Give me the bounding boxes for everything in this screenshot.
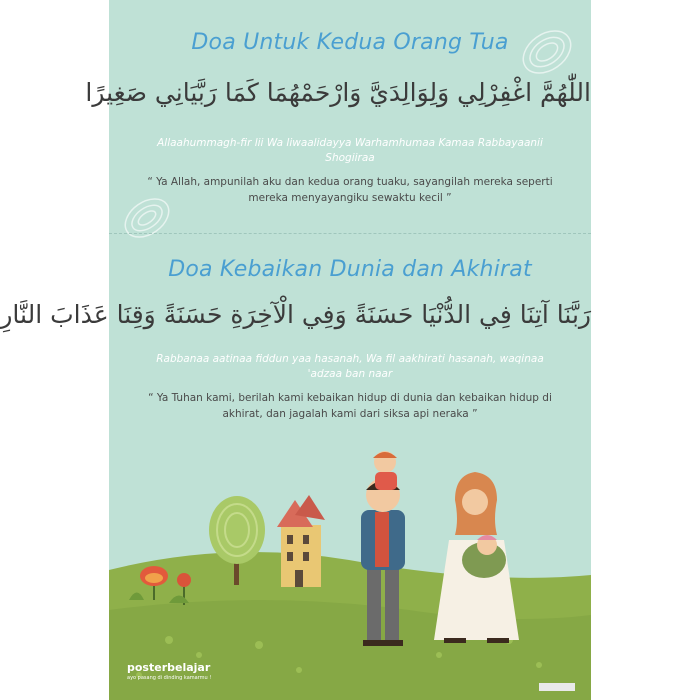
section2-meaning: “ Ya Tuhan kami, berilah kami kebaikan hidup di dunia dan kebaikan hidup di akhirat, dan jagalah kami dari siksa api neraka ” <box>148 392 552 420</box>
section1-transliteration: Allaahummagh-fir lii Wa liwaalidayya Warhamhumaa Kamaa Rabbayaanii Shogiiraa <box>157 137 543 164</box>
section1-title: Doa Untuk Kedua Orang Tua <box>191 30 509 55</box>
house-icon <box>277 495 325 587</box>
section2-arabic-text: رَبَّنَا آتِنَا فِي الدُّنْيَا حَسَنَةً وَفِي الْآخِرَةِ حَسَنَةً وَقِنَا عَذَابَ النَّارِ <box>0 300 591 329</box>
section1-meaning: “ Ya Allah, ampunilah aku dan kedua orang tuaku, sayangilah mereka seperti mereka menyayangiku sewaktu kecil ” <box>147 176 553 204</box>
section2-title: Doa Kebaikan Dunia dan Akhirat <box>168 257 532 282</box>
brand-tagline: ayo pasang di dinding kamarmu ! <box>127 675 212 681</box>
section-divider <box>109 233 591 234</box>
product-code-tag <box>539 683 575 691</box>
section1-arabic-text: اللّٰهُمَّ اغْفِرْلِي وَلِوَالِدَيَّ وَارْحَمْهُمَا كَمَا رَبَّيَانِي صَغِيرًا <box>85 78 591 107</box>
section2-transliteration: Rabbanaa aatinaa fiddun yaa hasanah, Wa fil aakhirati hasanah, waqinaa 'adzaa ban naar <box>156 353 544 380</box>
brand-logo: posterbelajar <box>127 661 211 674</box>
